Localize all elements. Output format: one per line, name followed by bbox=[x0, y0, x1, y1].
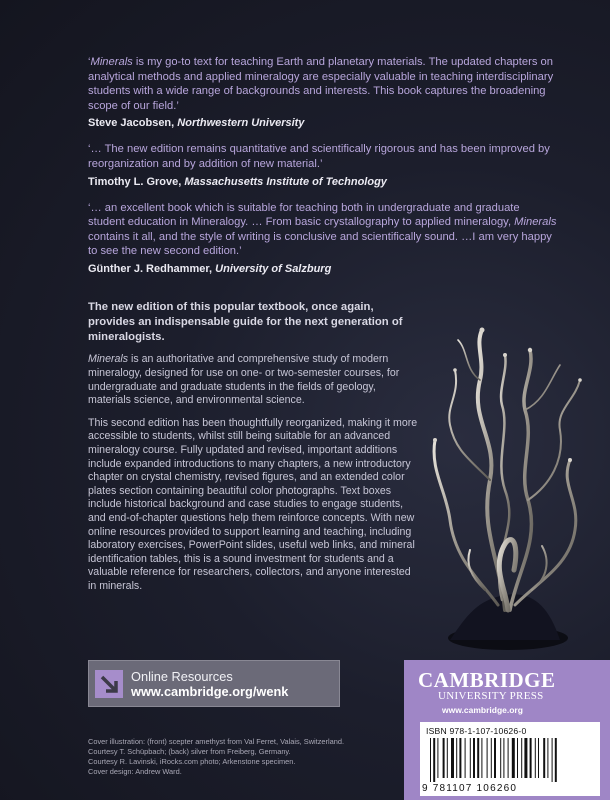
barcode-bar bbox=[430, 738, 431, 782]
barcode-bar bbox=[487, 738, 488, 778]
barcode-bar bbox=[503, 738, 504, 778]
publisher-press: UNIVERSITY PRESS bbox=[438, 690, 544, 702]
barcode-bar bbox=[538, 738, 539, 778]
barcode-bar bbox=[508, 738, 509, 778]
barcode-bar bbox=[473, 738, 475, 778]
barcode-bar bbox=[459, 738, 461, 778]
barcode-bar bbox=[500, 738, 501, 778]
description-lead: The new edition of this popular textbook, once again, provides an indispensable guide for the next generation of mineralogists. bbox=[88, 301, 403, 343]
barcode-bar bbox=[433, 738, 435, 782]
barcode-bar bbox=[470, 738, 471, 778]
barcode-bar bbox=[481, 738, 482, 778]
description-paragraph: Minerals is an authoritative and comprehensive study of modern mineralogy, designed for use on one- or two-semester courses, for undergraduate and graduate students in the fields of geology, materials science, and environmental science. bbox=[88, 353, 400, 407]
barcode-bar bbox=[443, 738, 445, 778]
book-title: Minerals bbox=[514, 216, 557, 229]
quote-text: ‘… an excellent book which is suitable for teaching both in undergraduate and graduate student education in Mineralogy. … From basic crystallography to applied mineralogy, Minerals contains it all, and the style of writing is conclusive and scientifically sound. …I am very happy to see the new second edition.’ bbox=[88, 201, 557, 258]
barcode-bar bbox=[543, 738, 545, 778]
barcode-bar bbox=[494, 738, 496, 778]
barcode-bar bbox=[437, 738, 438, 778]
barcode-bar bbox=[517, 738, 518, 778]
description-paragraph: This second edition has been thoughtfully reorganized, making it more accessible to students, whilst still being suitable for an advanced mineralogy course. Fully updated and revised, important additions include expanded introductions to many chapters, a new introductory chapter on crystal chemistry, revised figures, and an extended color plates section containing beautiful color photographs. Text boxes include historical background and case studies to engage students, and end-of-chapter questions help them reinforce concepts. With new online resources provided to support learning and teaching, including laboratory exercises, PowerPoint slides, useful web links, and mineral identification tables, this is a sound investment for students and a valuable reference for researchers, collectors, and anyone interested in minerals. bbox=[88, 416, 418, 592]
barcode-bar bbox=[547, 738, 548, 778]
barcode-bar bbox=[491, 738, 492, 778]
barcode-bar bbox=[530, 738, 532, 778]
quote-attribution: Günther J. Redhammer, University of Salzburg bbox=[88, 262, 332, 275]
quote-text: ‘Minerals is my go-to text for teaching Earth and planetary materials. The updated chapters on analytical methods and applied mineralogy are especially valuable in teaching interdisciplinary students with a wide range of backgrounds and interests. This book captures the broadening scope of our field.’ bbox=[88, 56, 554, 112]
isbn: ISBN 978-1-107-10626-0 bbox=[426, 726, 527, 736]
quote-1 bbox=[88, 55, 558, 129]
arrow-icon bbox=[95, 670, 123, 698]
publisher-panel bbox=[404, 660, 610, 800]
quote-attribution: Steve Jacobsen, Northwestern University bbox=[88, 117, 305, 130]
quote-text: ‘… The new edition remains quantitative and scientifically rigorous and has been improved by reorganization and by addition of new material.’ bbox=[88, 143, 550, 170]
quote-attribution: Timothy L. Grove, Massachusetts Institute of Technology bbox=[88, 175, 387, 188]
endorsements bbox=[88, 55, 558, 288]
quote-3 bbox=[88, 201, 558, 275]
publisher-name: CAMBRIDGE bbox=[418, 668, 556, 692]
barcode-bar bbox=[524, 738, 527, 778]
barcode-bar bbox=[512, 738, 515, 778]
online-resources-url[interactable]: www.cambridge.org/wenk bbox=[131, 683, 289, 699]
barcode bbox=[426, 738, 594, 782]
publisher-url[interactable]: www.cambridge.org bbox=[442, 705, 523, 715]
online-resources-box[interactable] bbox=[88, 660, 340, 707]
cover-credits: Cover illustration: (front) scepter amethyst from Val Ferret, Valais, Switzerland. Courtesy T. Schüpbach; (back) silver from Freiberg, Germany. Courtesy R. Lavinski, iRocks.com photo; Arkenstone specimen. Cover design: Andrew Ward. bbox=[88, 737, 345, 776]
barcode-bar bbox=[477, 738, 479, 778]
book-description bbox=[88, 300, 418, 602]
book-title: Minerals bbox=[90, 56, 133, 68]
barcode-box bbox=[420, 722, 600, 796]
online-resources-label: Online Resources bbox=[131, 668, 233, 684]
barcode-bar bbox=[535, 738, 536, 778]
barcode-bar bbox=[465, 738, 466, 778]
barcode-bar bbox=[456, 738, 457, 778]
barcode-bar bbox=[451, 738, 454, 778]
silver-specimen-image bbox=[410, 310, 600, 660]
barcode-number: 9 781107 106260 bbox=[422, 783, 518, 794]
barcode-bar bbox=[447, 738, 448, 778]
barcode-bar bbox=[521, 738, 522, 778]
barcode-bar bbox=[552, 738, 553, 782]
quote-2 bbox=[88, 142, 558, 187]
barcode-bar bbox=[555, 738, 557, 782]
